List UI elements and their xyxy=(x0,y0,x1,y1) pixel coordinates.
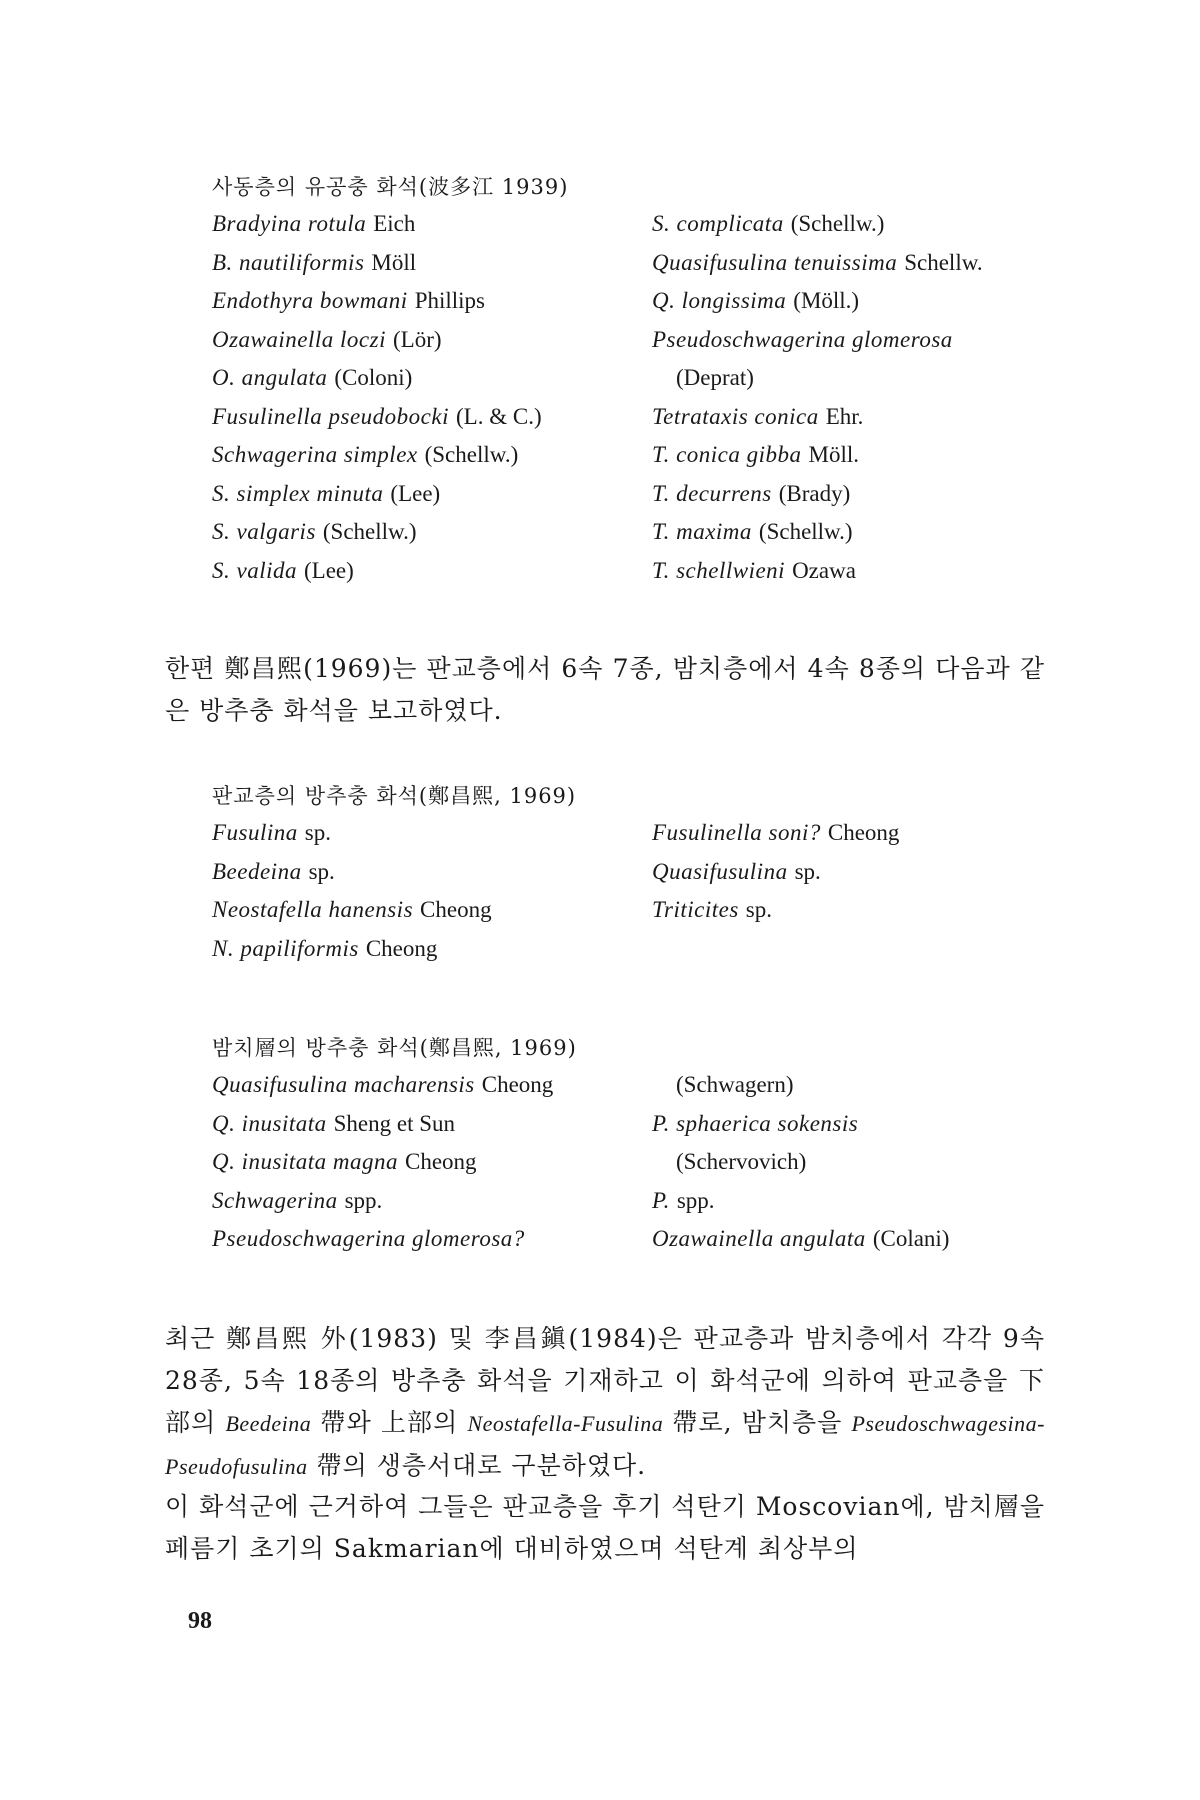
author-name: sp. xyxy=(308,858,335,884)
author-name: Ehr. xyxy=(825,403,864,429)
species-name: Endothyra bowmani xyxy=(212,288,408,313)
species-name: Fusulinella pseudobocki xyxy=(212,403,449,429)
author-name: Möll xyxy=(371,249,417,275)
species-name: Bradyina rotula xyxy=(212,211,367,236)
section-caption: 판교층의 방추충 화석(鄭昌熙, 1969) xyxy=(212,784,577,808)
species-entry xyxy=(212,891,652,930)
author-name: Cheong xyxy=(827,820,900,845)
species-entry xyxy=(212,552,652,591)
species-name: P. sphaerica sokensis xyxy=(652,1110,859,1136)
author-name: Ozawa xyxy=(792,557,856,583)
species-entry xyxy=(212,1105,652,1144)
list-column-left xyxy=(212,1066,652,1259)
species-name: Schwagerina xyxy=(212,1187,338,1213)
species-name: Fusulina xyxy=(212,820,298,845)
species-name: P. xyxy=(652,1187,670,1213)
species-entry xyxy=(212,814,652,853)
species-name: S. simplex minuta xyxy=(212,480,384,506)
species-entry xyxy=(212,513,652,552)
species-name: S. valgaris xyxy=(212,519,316,544)
species-entry xyxy=(652,1143,1032,1182)
author-name: (Deprat) xyxy=(676,365,754,390)
species-entry xyxy=(652,1105,1032,1144)
species-entry xyxy=(212,1182,652,1221)
list-column-left xyxy=(212,814,652,968)
species-name: S. complicata xyxy=(652,211,784,236)
author-name: (Lee) xyxy=(304,557,354,583)
species-name: Ozawainella angulata xyxy=(652,1226,866,1251)
zone-name: Beedeina xyxy=(225,1411,312,1436)
author-name: (L. & C.) xyxy=(456,403,542,429)
species-name: O. angulata xyxy=(212,365,328,390)
species-name: Fusulinella soni? xyxy=(652,820,821,845)
author-name: Eich xyxy=(373,211,416,236)
author-name: (Schellw.) xyxy=(424,442,519,467)
paragraph-text: 최근 鄭昌熙 外(1983) 및 李昌鎭(1984)은 판교층과 밤치층에서 각각 9속 28종, 5속 18종의 방추충 화석을 기재하고 이 화석군에 의하여 판교층을 下部의 xyxy=(165,1324,1045,1437)
species-name: Quasifusulina tenuissima xyxy=(652,249,898,275)
species-entry xyxy=(652,1182,1032,1221)
species-name: Pseudoschwagerina glomerosa xyxy=(652,326,953,352)
body-paragraph: 이 화석군에 근거하여 그들은 판교층을 후기 석탄기 Moscovian에, 밤치層을 페름기 초기의 Sakmarian에 대비하였으며 석탄계 최상부의 xyxy=(165,1492,1045,1563)
species-name: Beedeina xyxy=(212,858,302,884)
species-name: N. papiliformis xyxy=(212,935,359,961)
author-name: Phillips xyxy=(414,288,486,313)
species-entry xyxy=(652,814,1032,853)
species-entry xyxy=(212,853,652,892)
species-entry xyxy=(212,930,652,969)
species-entry xyxy=(212,1066,652,1105)
list-column-left xyxy=(212,205,652,590)
author-name: (Lee) xyxy=(390,480,441,506)
species-entry xyxy=(652,244,1032,283)
author-name: (Coloni) xyxy=(334,365,413,390)
species-entry xyxy=(652,513,1032,552)
author-name: Cheong xyxy=(365,935,438,961)
author-name: (Colani) xyxy=(872,1226,950,1251)
author-name: spp. xyxy=(344,1187,383,1213)
species-entry xyxy=(652,359,1032,398)
paragraph-text: 帶와 上部의 xyxy=(311,1408,468,1437)
species-entry xyxy=(652,436,1032,475)
author-name: sp. xyxy=(745,897,772,922)
author-name: (Schellw.) xyxy=(322,519,417,544)
species-entry xyxy=(212,282,652,321)
species-entry xyxy=(212,244,652,283)
author-name: Cheong xyxy=(404,1149,477,1174)
author-name: Cheong xyxy=(481,1072,554,1097)
author-name: (Schwagern) xyxy=(676,1072,794,1097)
species-entry xyxy=(652,321,1032,360)
species-entry xyxy=(212,398,652,437)
species-entry xyxy=(652,398,1032,437)
author-name: (Schervovich) xyxy=(676,1149,807,1174)
species-name: Tetrataxis conica xyxy=(652,403,819,429)
species-name: S. valida xyxy=(212,557,297,583)
species-entry xyxy=(212,436,652,475)
species-name: Ozawainella loczi xyxy=(212,326,386,352)
paragraph-text: 帶의 생층서대로 구분하였다. xyxy=(307,1451,647,1480)
species-entry xyxy=(652,891,1032,930)
species-entry xyxy=(212,1220,652,1259)
list-column-right xyxy=(652,814,1032,968)
author-name: (Schellw.) xyxy=(758,519,853,544)
author-name: sp. xyxy=(794,858,821,884)
species-name: T. schellwieni xyxy=(652,557,786,583)
fossil-list-sadong xyxy=(212,171,1032,590)
species-entry xyxy=(652,282,1032,321)
fossil-list-bamchi xyxy=(212,1032,1032,1259)
species-name: Neostafella hanensis xyxy=(212,897,414,922)
species-entry xyxy=(652,475,1032,514)
author-name: Möll. xyxy=(808,442,860,467)
species-entry xyxy=(652,1220,1032,1259)
fossil-list-pangyo xyxy=(212,780,1032,968)
species-entry xyxy=(212,321,652,360)
species-entry xyxy=(652,552,1032,591)
page-number: 98 xyxy=(188,1608,212,1634)
species-name: Quasifusulina xyxy=(652,858,788,884)
author-name: spp. xyxy=(676,1187,715,1213)
species-name: Triticites xyxy=(652,897,739,922)
author-name: (Lör) xyxy=(392,326,442,352)
paragraph-text: 帶로, 밤치층을 xyxy=(663,1408,852,1437)
species-entry xyxy=(212,1143,652,1182)
species-name: B. nautiliformis xyxy=(212,249,365,275)
author-name: Cheong xyxy=(420,897,492,922)
species-entry xyxy=(212,475,652,514)
section-caption: 사동층의 유공충 화석(波多江 1939) xyxy=(212,175,569,199)
list-column-right xyxy=(652,205,1032,590)
species-name: Q. inusitata xyxy=(212,1110,327,1136)
species-entry xyxy=(212,205,652,244)
author-name: sp. xyxy=(304,820,331,845)
species-name: T. maxima xyxy=(652,519,752,544)
section-caption: 밤치層의 방추충 화석(鄭昌熙, 1969) xyxy=(212,1036,577,1060)
list-column-right xyxy=(652,1066,1032,1259)
author-name: Sheng et Sun xyxy=(333,1110,456,1136)
author-name: Schellw. xyxy=(904,249,983,275)
body-paragraph xyxy=(165,1318,1045,1488)
author-name: (Brady) xyxy=(778,480,851,506)
species-name: Q. longissima xyxy=(652,288,787,313)
species-name: Pseudoschwagerina glomerosa? xyxy=(212,1226,525,1251)
species-entry xyxy=(652,205,1032,244)
species-entry xyxy=(652,853,1032,892)
species-name: Quasifusulina macharensis xyxy=(212,1072,475,1097)
body-paragraph: 한편 鄭昌熙(1969)는 판교층에서 6속 7종, 밤치층에서 4속 8종의 다음과 같은 방추충 화석을 보고하였다. xyxy=(165,654,1045,725)
zone-name: Neostafella-Fusulina xyxy=(467,1411,664,1436)
zone-name: Pseudoschwagesina-Pseudofusulina xyxy=(165,1411,1045,1479)
species-name: Schwagerina simplex xyxy=(212,442,418,467)
author-name: (Schellw.) xyxy=(790,211,885,236)
author-name: (Möll.) xyxy=(793,288,860,313)
species-entry xyxy=(212,359,652,398)
species-name: T. conica gibba xyxy=(652,442,802,467)
species-name: Q. inusitata magna xyxy=(212,1149,398,1174)
species-entry xyxy=(652,1066,1032,1105)
species-name: T. decurrens xyxy=(652,480,772,506)
